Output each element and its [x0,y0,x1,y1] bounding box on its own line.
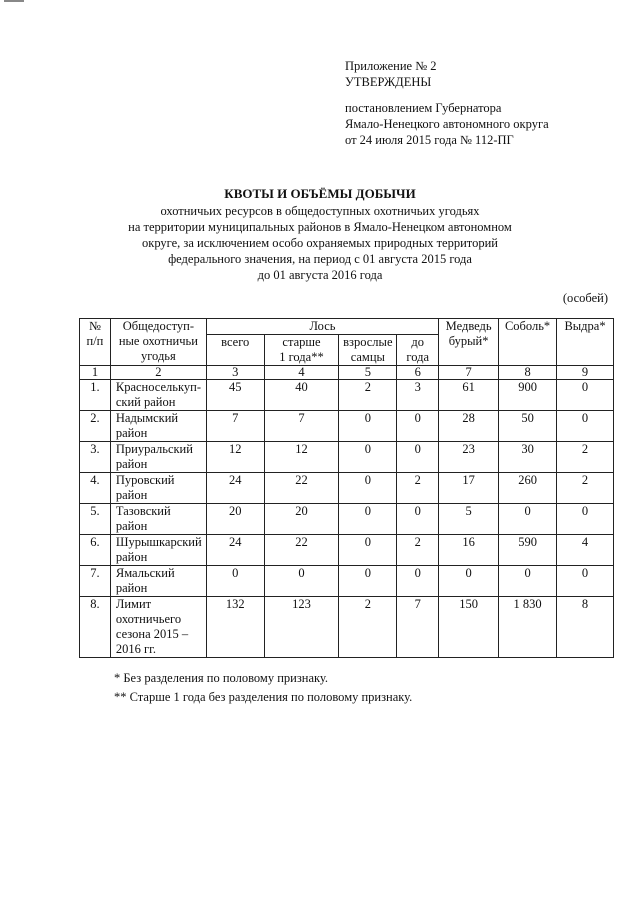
quota-value: 0 [339,566,397,597]
quota-value: 0 [339,411,397,442]
area-name-line: район [115,488,148,502]
footnote: * Без разделения по половому признаку. [114,671,329,685]
area-name-line: район [115,550,148,564]
quota-value: 40 [264,380,339,411]
quota-value: 0 [339,535,397,566]
document-title [60,186,580,283]
header-moose-adult-males: взрослые самцы [339,335,397,366]
column-number: 9 [557,366,614,380]
header-sable: Соболь* [499,319,557,366]
quota-value: 123 [264,597,339,658]
quota-value: 3 [397,380,439,411]
area-name-line: район [115,519,148,533]
area-name [110,504,206,535]
area-name [110,566,206,597]
quota-value: 61 [439,380,499,411]
approved-label: УТВЕРЖДЕНЫ [345,75,432,89]
table-row [80,535,614,566]
area-name-line: Ямальский [115,566,175,580]
area-name-line: Шурышкарский [115,535,202,549]
area-name [110,473,206,504]
area-name [110,597,206,658]
column-number: 7 [439,366,499,380]
title-line: федерального значения, на период с 01 августа 2015 года [168,252,472,266]
quota-value: 150 [439,597,499,658]
title-main: КВОТЫ И ОБЪЁМЫ ДОБЫЧИ [224,186,416,201]
quota-value: 28 [439,411,499,442]
table-row [80,411,614,442]
column-number: 1 [80,366,111,380]
column-number: 6 [397,366,439,380]
title-line: на территории муниципальных районов в Ямало-Ненецком автономном [128,220,512,234]
quota-value: 22 [264,473,339,504]
quota-value: 23 [439,442,499,473]
row-number: 1. [80,380,111,411]
area-name-line: 2016 гг. [115,642,156,656]
area-name [110,442,206,473]
unit-note: (особей) [562,291,608,305]
row-number: 6. [80,535,111,566]
approval-line-3: от 24 июля 2015 года № 112-ПГ [345,133,514,147]
header-moose-total: всего [206,335,264,366]
approval-block [345,58,549,148]
appendix-label: Приложение № 2 [345,59,437,73]
area-name-line: Тазовский [115,504,171,518]
area-name [110,380,206,411]
quota-value: 0 [339,473,397,504]
quota-table [79,318,614,658]
quota-value: 7 [264,411,339,442]
quota-value: 0 [557,411,614,442]
header-otter: Выдра* [557,319,614,366]
quota-value: 7 [206,411,264,442]
quota-value: 132 [206,597,264,658]
quota-value: 4 [557,535,614,566]
quota-value: 2 [339,597,397,658]
area-name-line: Красноселькуп- [115,380,201,394]
header-moose-under: до года [397,335,439,366]
row-number: 7. [80,566,111,597]
quota-value: 260 [499,473,557,504]
quota-value: 20 [206,504,264,535]
quota-value: 0 [557,566,614,597]
column-number: 3 [206,366,264,380]
area-name-line: охотничьего [115,612,182,626]
quota-value: 0 [557,380,614,411]
approval-line-2: Ямало-Ненецкого автономного округа [345,117,549,131]
area-name-line: сезона 2015 – [115,627,189,641]
quota-value: 0 [439,566,499,597]
footnote: ** Старше 1 года без разделения по половому признаку. [114,690,413,704]
area-name-line: Приуральский [115,442,193,456]
quota-value: 590 [499,535,557,566]
table-row [80,597,614,658]
title-line: охотничьих ресурсов в общедоступных охотничьих угодьях [160,204,480,218]
quota-value: 8 [557,597,614,658]
footnotes [114,669,412,707]
quota-value: 2 [397,473,439,504]
area-name [110,411,206,442]
header-num: № п/п [80,319,111,366]
quota-value: 0 [339,442,397,473]
area-name-line: район [115,426,148,440]
quota-value: 2 [557,473,614,504]
row-number: 2. [80,411,111,442]
area-name-line: Лимит [115,597,152,611]
title-line: до 01 августа 2016 года [257,268,383,282]
table-row [80,504,614,535]
table-row [80,566,614,597]
quota-value: 7 [397,597,439,658]
header-bear: Медведь бурый* [439,319,499,366]
column-number-row [80,366,614,380]
quota-value: 2 [339,380,397,411]
quota-value: 17 [439,473,499,504]
area-name-line: ский район [115,395,176,409]
quota-value: 22 [264,535,339,566]
quota-value: 0 [397,566,439,597]
area-name-line: Пуровский [115,473,175,487]
row-number: 3. [80,442,111,473]
quota-value: 2 [557,442,614,473]
row-number: 4. [80,473,111,504]
table-row [80,442,614,473]
row-number: 8. [80,597,111,658]
scan-corner-mark [4,0,24,2]
quota-value: 12 [264,442,339,473]
quota-value: 16 [439,535,499,566]
quota-value: 45 [206,380,264,411]
quota-value: 20 [264,504,339,535]
column-number: 5 [339,366,397,380]
quota-value: 5 [439,504,499,535]
quota-table-body [80,380,614,658]
quota-value: 0 [499,566,557,597]
table-row [80,473,614,504]
area-name-line: Надымский [115,411,179,425]
approval-line-1: постановлением Губернатора [345,101,502,115]
quota-value: 0 [206,566,264,597]
quota-value: 0 [264,566,339,597]
header-moose: Лось [206,319,438,335]
column-number: 4 [264,366,339,380]
quota-value: 0 [339,504,397,535]
header-area: Общедоступ- ные охотничьи угодья [110,319,206,366]
quota-value: 0 [397,504,439,535]
quota-value: 0 [499,504,557,535]
row-number: 5. [80,504,111,535]
area-name [110,535,206,566]
quota-value: 30 [499,442,557,473]
quota-value: 900 [499,380,557,411]
quota-value: 12 [206,442,264,473]
quota-value: 0 [397,442,439,473]
title-line: округе, за исключением особо охраняемых природных территорий [142,236,498,250]
table-row [80,380,614,411]
quota-value: 24 [206,535,264,566]
quota-value: 0 [557,504,614,535]
column-number: 8 [499,366,557,380]
quota-value: 0 [397,411,439,442]
area-name-line: район [115,457,148,471]
column-number: 2 [110,366,206,380]
quota-value: 2 [397,535,439,566]
area-name-line: район [115,581,148,595]
quota-value: 1 830 [499,597,557,658]
quota-value: 24 [206,473,264,504]
header-moose-older: старше 1 года** [264,335,339,366]
quota-value: 50 [499,411,557,442]
